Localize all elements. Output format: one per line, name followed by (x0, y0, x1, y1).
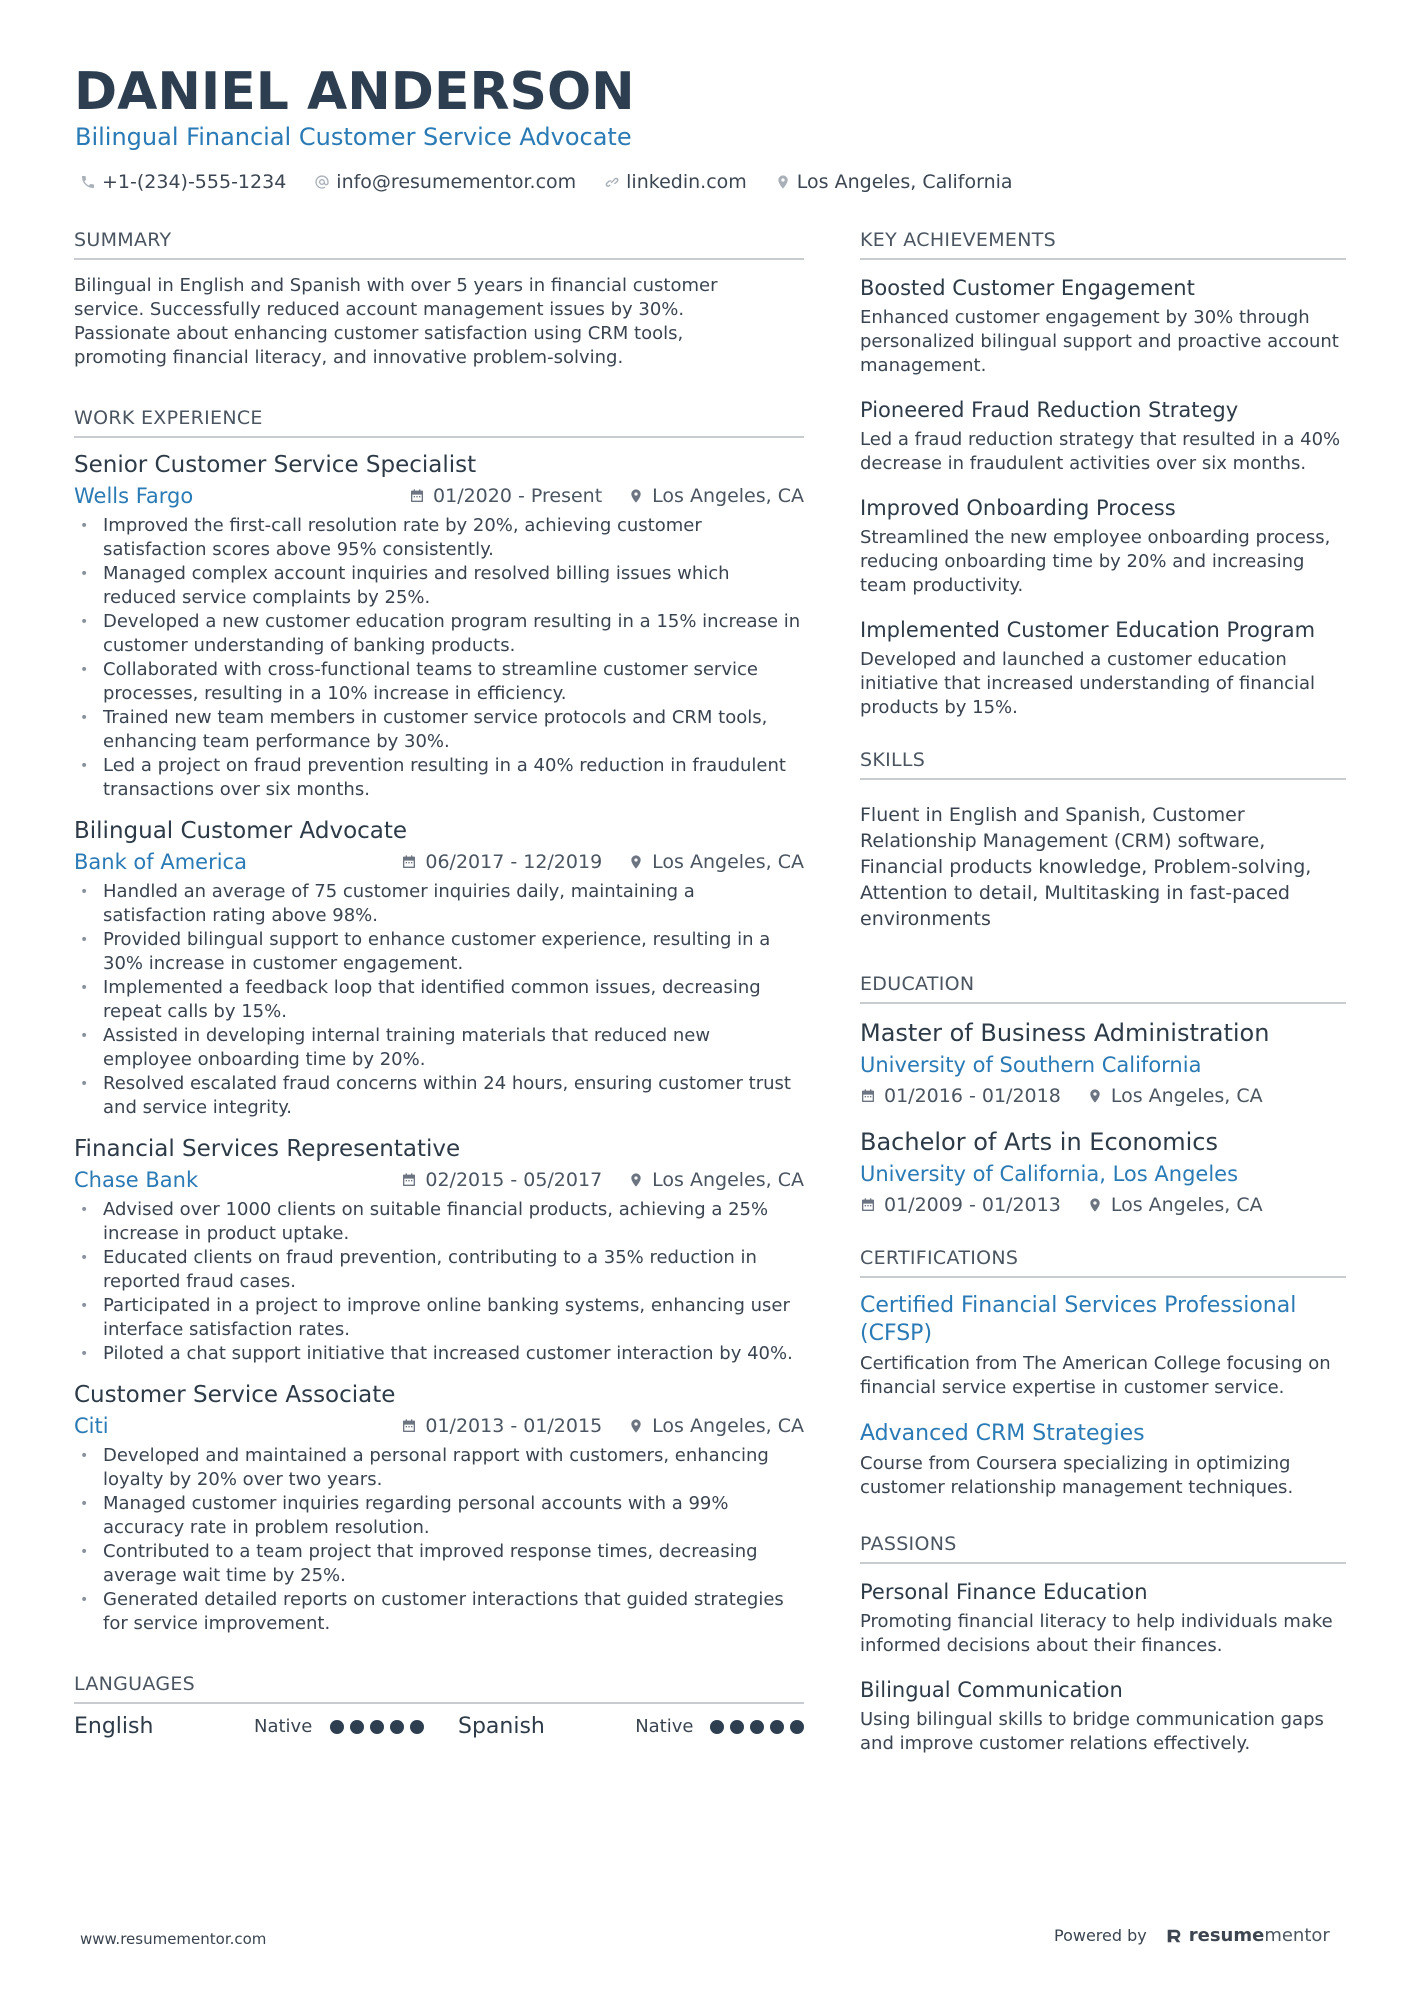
calendar-icon (401, 1172, 417, 1188)
achievement-title: Implemented Customer Education Program (860, 618, 1316, 642)
education-school: University of California, Los Angeles (860, 1162, 1239, 1186)
brand-logo (1165, 1925, 1330, 1946)
job-details (401, 851, 804, 873)
section-title-summary: SUMMARY (74, 228, 804, 260)
passions-list (860, 1578, 1346, 1756)
rating-dot (350, 1720, 364, 1734)
job-bullet: • Participated in a project to improve online banking systems, enhancing user interface satisfaction rates. (74, 1294, 804, 1342)
rating-dot (790, 1720, 804, 1734)
job-meta (74, 1166, 804, 1194)
job-bullets (74, 514, 804, 802)
contact-bar (80, 170, 1013, 194)
brand-bold: resume (1188, 1925, 1265, 1946)
achievement-item (860, 494, 1346, 598)
education-location (1087, 1085, 1263, 1107)
jobs-list (74, 450, 804, 1636)
company-name: Bank of America (74, 850, 247, 874)
passion-text: Promoting financial literacy to help individuals make informed decisions about their finances. (860, 1611, 1333, 1656)
job-location (628, 1169, 804, 1191)
education-meta (860, 1194, 1346, 1216)
calendar-icon (860, 1197, 876, 1213)
certifications-section (860, 1246, 1346, 1500)
job-details (409, 485, 804, 507)
job-dates (409, 485, 602, 507)
contact-phone (80, 170, 286, 194)
experience-section (74, 406, 804, 1636)
achievements-section (860, 228, 1346, 720)
calendar-icon (860, 1088, 876, 1104)
education-meta (860, 1085, 1346, 1107)
achievements-list (860, 274, 1346, 720)
certifications-list (860, 1292, 1346, 1500)
job-location-text: Los Angeles, CA (652, 485, 804, 507)
job-bullet: • Advised over 1000 clients on suitable financial products, achieving a 25% increase in product uptake. (74, 1198, 804, 1246)
resumementor-logo-icon (1165, 1927, 1183, 1945)
certification-title: Certified Financial Services Professional (CFSP) (860, 1293, 1297, 1346)
job-title: Senior Customer Service Specialist (74, 452, 477, 478)
linkedin-text[interactable]: linkedin.com (626, 171, 747, 193)
candidate-name: DANIEL ANDERSON (74, 62, 635, 122)
job-location (628, 485, 804, 507)
languages-row (74, 1714, 804, 1739)
powered-by-text: Powered by (1054, 1926, 1147, 1945)
skills-section (860, 748, 1346, 932)
language-level: Native (635, 1716, 694, 1737)
job-bullet: • Implemented a feedback loop that identified common issues, decreasing repeat calls by 15%. (74, 976, 804, 1024)
achievement-item (860, 616, 1346, 720)
right-column (860, 228, 1346, 1774)
achievement-item (860, 396, 1346, 476)
contact-location (775, 170, 1013, 194)
certification-item (860, 1292, 1346, 1400)
footer-website[interactable]: www.resumementor.com (80, 1930, 267, 1948)
job-dates-text: 06/2017 - 12/2019 (425, 851, 603, 873)
phone-text: +1-(234)-555-1234 (102, 171, 287, 193)
achievement-title: Improved Onboarding Process (860, 496, 1176, 520)
passion-title: Personal Finance Education (860, 1580, 1148, 1604)
achievement-text: Developed and launched a customer education initiative that increased understanding of financial products by 15%. (860, 649, 1316, 718)
rating-dot (370, 1720, 384, 1734)
education-dates (860, 1194, 1061, 1216)
summary-section (74, 228, 804, 370)
job-bullet: • Collaborated with cross-functional teams to streamline customer service processes, resulting in a 10% increase in efficiency. (74, 658, 804, 706)
education-list (860, 1018, 1346, 1216)
location-pin-icon (1087, 1088, 1103, 1104)
education-location (1087, 1194, 1263, 1216)
company-name: Citi (74, 1414, 109, 1438)
section-title-education: EDUCATION (860, 972, 1346, 1004)
section-title-passions: PASSIONS (860, 1532, 1346, 1564)
education-item (860, 1127, 1346, 1216)
education-dates-text: 01/2009 - 01/2013 (884, 1194, 1061, 1216)
location-text: Los Angeles, California (796, 171, 1013, 193)
calendar-icon (401, 1418, 417, 1434)
skills-text: Fluent in English and Spanish, Customer Relationship Management (CRM) software, Financial products knowledge, Problem-solving, Attention to detail, Multitasking in fast-paced environments (860, 804, 1312, 930)
location-pin-icon (1087, 1197, 1103, 1213)
brand-light: mentor (1264, 1925, 1330, 1946)
job-entry (74, 450, 804, 802)
job-dates (401, 851, 602, 873)
job-location (628, 851, 804, 873)
job-bullet: • Provided bilingual support to enhance customer experience, resulting in a 30% increase in customer engagement. (74, 928, 804, 976)
job-bullet: • Improved the first-call resolution rate by 20%, achieving customer satisfaction scores above 95% consistently. (74, 514, 804, 562)
job-details (401, 1415, 804, 1437)
footer-branding (1054, 1925, 1330, 1946)
achievement-text: Streamlined the new employee onboarding process, reducing onboarding time by 20% and increasing team productivity. (860, 527, 1331, 596)
job-bullet: • Managed customer inquiries regarding personal accounts with a 99% accuracy rate in problem resolution. (74, 1492, 804, 1540)
job-location (628, 1415, 804, 1437)
job-location-text: Los Angeles, CA (652, 851, 804, 873)
achievement-item (860, 274, 1346, 378)
achievement-text: Led a fraud reduction strategy that resulted in a 40% decrease in fraudulent activities over six months. (860, 429, 1341, 474)
job-entry (74, 1134, 804, 1366)
language-name: Spanish (458, 1714, 545, 1739)
section-title-experience: WORK EXPERIENCE (74, 406, 804, 438)
job-meta (74, 1412, 804, 1440)
language-rating (330, 1720, 424, 1734)
job-details (401, 1169, 804, 1191)
job-dates-text: 01/2013 - 01/2015 (425, 1415, 603, 1437)
company-name: Wells Fargo (74, 484, 194, 508)
education-degree: Master of Business Administration (860, 1019, 1270, 1047)
job-location-text: Los Angeles, CA (652, 1415, 804, 1437)
languages-section (74, 1672, 804, 1739)
job-bullet: • Handled an average of 75 customer inquiries daily, maintaining a satisfaction rating above 98%. (74, 880, 804, 928)
location-pin-icon (628, 488, 644, 504)
company-name: Chase Bank (74, 1168, 199, 1192)
location-pin-icon (775, 174, 791, 190)
rating-dot (770, 1720, 784, 1734)
job-bullet: • Piloted a chat support initiative that increased customer interaction by 40%. (74, 1342, 804, 1366)
passion-text: Using bilingual skills to bridge communication gaps and improve customer relations effectively. (860, 1709, 1324, 1754)
job-dates-text: 01/2020 - Present (433, 485, 603, 507)
job-bullet: • Educated clients on fraud prevention, contributing to a 35% reduction in reported fraud cases. (74, 1246, 804, 1294)
section-title-skills: SKILLS (860, 748, 1346, 780)
job-bullets (74, 1198, 804, 1366)
rating-dot (710, 1720, 724, 1734)
passion-item (860, 1676, 1346, 1756)
achievement-text: Enhanced customer engagement by 30% through personalized bilingual support and proactive account management. (860, 307, 1339, 376)
rating-dot (410, 1720, 424, 1734)
candidate-role: Bilingual Financial Customer Service Advocate (75, 123, 632, 151)
education-dates (860, 1085, 1061, 1107)
job-bullet: • Contributed to a team project that improved response times, decreasing average wait time by 25%. (74, 1540, 804, 1588)
language-level: Native (254, 1716, 313, 1737)
achievement-title: Pioneered Fraud Reduction Strategy (860, 398, 1239, 422)
passions-section (860, 1532, 1346, 1756)
left-column (74, 228, 804, 1739)
achievement-title: Boosted Customer Engagement (860, 276, 1195, 300)
job-title: Financial Services Representative (74, 1136, 461, 1162)
phone-icon (80, 174, 96, 190)
job-title: Customer Service Associate (74, 1382, 396, 1408)
language-item (74, 1714, 458, 1739)
education-location-text: Los Angeles, CA (1110, 1194, 1263, 1216)
job-location-text: Los Angeles, CA (652, 1169, 804, 1191)
job-bullet: • Resolved escalated fraud concerns within 24 hours, ensuring customer trust and service integrity. (74, 1072, 804, 1120)
section-title-certifications: CERTIFICATIONS (860, 1246, 1346, 1278)
passion-title: Bilingual Communication (860, 1678, 1123, 1702)
section-title-languages: LANGUAGES (74, 1672, 804, 1704)
job-meta (74, 482, 804, 510)
language-rating (710, 1720, 804, 1734)
rating-dot (750, 1720, 764, 1734)
job-dates-text: 02/2015 - 05/2017 (425, 1169, 603, 1191)
job-bullet: • Assisted in developing internal training materials that reduced new employee onboarding time by 20%. (74, 1024, 804, 1072)
job-bullet: • Developed a new customer education program resulting in a 15% increase in customer understanding of banking products. (74, 610, 804, 658)
summary-text: Bilingual in English and Spanish with over 5 years in financial customer service. Successfully reduced account management issues by 30%. Passionate about enhancing customer satisfaction using CRM tools, promoting financial literacy, and innovative problem-solving. (74, 275, 718, 368)
rating-dot (390, 1720, 404, 1734)
job-bullets (74, 880, 804, 1120)
certification-title: Advanced CRM Strategies (860, 1421, 1145, 1446)
certification-item (860, 1420, 1346, 1500)
certification-text: Course from Coursera specializing in optimizing customer relationship management techniques. (860, 1453, 1294, 1498)
job-meta (74, 848, 804, 876)
job-dates (401, 1415, 602, 1437)
education-item (860, 1018, 1346, 1107)
education-location-text: Los Angeles, CA (1110, 1085, 1263, 1107)
rating-dot (330, 1720, 344, 1734)
contact-linkedin[interactable] (604, 170, 747, 194)
job-bullet: • Generated detailed reports on customer interactions that guided strategies for service improvement. (74, 1588, 804, 1636)
location-pin-icon (628, 1172, 644, 1188)
location-pin-icon (628, 854, 644, 870)
job-bullet: • Trained new team members in customer service protocols and CRM tools, enhancing team performance by 30%. (74, 706, 804, 754)
education-section (860, 972, 1346, 1216)
passion-item (860, 1578, 1346, 1658)
contact-email[interactable] (314, 170, 576, 194)
calendar-icon (409, 488, 425, 504)
job-bullet: • Managed complex account inquiries and resolved billing issues which reduced service complaints by 25%. (74, 562, 804, 610)
education-school: University of Southern California (860, 1053, 1202, 1077)
email-text[interactable]: info@resumementor.com (336, 171, 577, 193)
location-pin-icon (628, 1418, 644, 1434)
link-icon (604, 174, 620, 190)
job-bullets (74, 1444, 804, 1636)
certification-text: Certification from The American College focusing on financial service expertise in customer service. (860, 1353, 1331, 1398)
education-degree: Bachelor of Arts in Economics (860, 1128, 1218, 1156)
job-entry (74, 1380, 804, 1636)
education-dates-text: 01/2016 - 01/2018 (884, 1085, 1061, 1107)
job-title: Bilingual Customer Advocate (74, 818, 408, 844)
job-dates (401, 1169, 602, 1191)
section-title-achievements: KEY ACHIEVEMENTS (860, 228, 1346, 260)
language-item (458, 1714, 804, 1739)
at-icon (314, 174, 330, 190)
job-bullet: • Developed and maintained a personal rapport with customers, enhancing loyalty by 20% over two years. (74, 1444, 804, 1492)
rating-dot (730, 1720, 744, 1734)
language-name: English (74, 1714, 154, 1739)
job-entry (74, 816, 804, 1120)
calendar-icon (401, 854, 417, 870)
job-bullet: • Led a project on fraud prevention resulting in a 40% reduction in fraudulent transactions over six months. (74, 754, 804, 802)
